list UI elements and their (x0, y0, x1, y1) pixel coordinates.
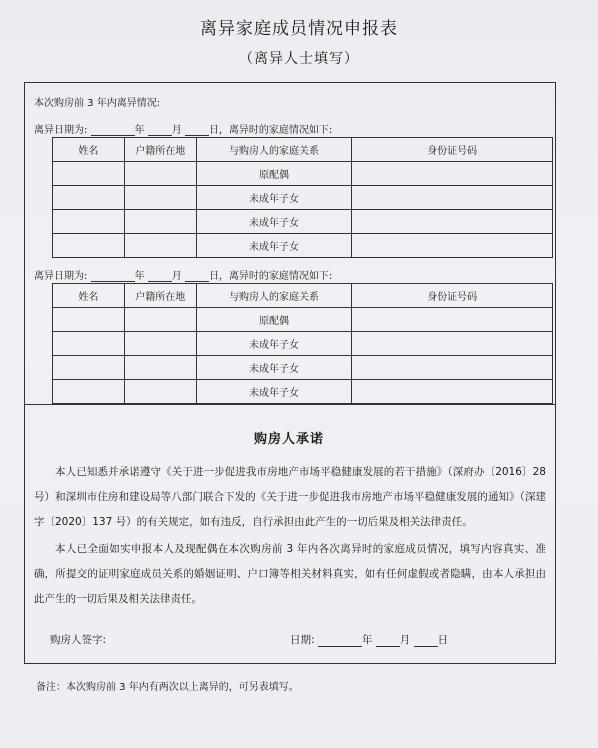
hukou-cell[interactable] (124, 308, 196, 332)
header-id: 身份证号码 (352, 284, 553, 308)
year-blank[interactable] (91, 271, 135, 282)
signature-year-label: 年 (361, 634, 373, 646)
table-row (53, 380, 553, 404)
signature-day-label: 日 (437, 634, 449, 646)
buyer-signature-label: 购房人签字: (50, 634, 107, 646)
id-cell[interactable] (352, 162, 553, 186)
table-row (53, 332, 553, 356)
year-label: 年 (134, 271, 145, 282)
signature-month-label: 月 (399, 634, 411, 646)
header-id: 身份证号码 (352, 138, 553, 162)
hukou-cell[interactable] (124, 210, 196, 234)
table-row (53, 210, 553, 234)
date-prefix: 离异日期为: (34, 125, 88, 136)
relation-cell: 原配偶 (196, 308, 352, 332)
header-relation: 与购房人的家庭关系 (196, 138, 352, 162)
relation-cell: 未成年子女 (196, 380, 352, 404)
footnote: 备注：本次购房前 3 年内有两次以上离异的，可另表填写。 (36, 682, 299, 693)
relation-cell: 未成年子女 (196, 186, 352, 210)
hukou-cell[interactable] (124, 380, 196, 404)
table-row (53, 162, 553, 186)
signature-date-label: 日期: (290, 634, 315, 646)
section-divider (24, 404, 555, 405)
month-label: 月 (171, 271, 182, 282)
id-cell[interactable] (352, 234, 553, 258)
header-name: 姓名 (53, 138, 125, 162)
day-blank[interactable] (185, 271, 209, 282)
relation-cell: 未成年子女 (196, 210, 352, 234)
name-cell[interactable] (53, 356, 125, 380)
name-cell[interactable] (53, 308, 125, 332)
id-cell[interactable] (352, 380, 553, 404)
hukou-cell[interactable] (124, 186, 196, 210)
hukou-cell[interactable] (124, 356, 196, 380)
month-label: 月 (171, 125, 182, 136)
commitment-paragraph-1: 本人已知悉并承诺遵守《关于进一步促进我市房地产市场平稳健康发展的若干措施》（深府办〔2016〕28 号）和深圳市住房和建设局等八部门联合下发的《关于进一步促进我市房地产市场平稳健康发展的通知》（深建字〔2020〕137 号）的有关规定，如有违反，自行承担由此产生的一切后果及相关法律责任。 (34, 466, 546, 528)
id-cell[interactable] (352, 356, 553, 380)
form-subtitle: （离异人士填写） (239, 51, 359, 67)
divorce-date-line-1 (34, 121, 332, 136)
year-label: 年 (134, 125, 145, 136)
name-cell[interactable] (53, 234, 125, 258)
table-header-row (53, 138, 553, 162)
table-row (53, 356, 553, 380)
id-cell[interactable] (352, 308, 553, 332)
family-table-2 (52, 283, 553, 404)
month-blank[interactable] (148, 125, 172, 136)
day-blank[interactable] (185, 125, 209, 136)
id-cell[interactable] (352, 332, 553, 356)
header-hukou: 户籍所在地 (124, 138, 196, 162)
signature-year-blank[interactable] (318, 636, 362, 647)
relation-cell: 未成年子女 (196, 332, 352, 356)
intro-text: 本次购房前 3 年内离异情况: (34, 98, 161, 109)
year-blank[interactable] (91, 125, 135, 136)
relation-cell: 未成年子女 (196, 234, 352, 258)
table-row (53, 186, 553, 210)
header-relation: 与购房人的家庭关系 (196, 284, 352, 308)
day-label: 日，离异时的家庭情况如下: (208, 125, 333, 136)
table-row (53, 234, 553, 258)
commitment-paragraph-2: 本人已全面如实申报本人及现配偶在本次购房前 3 年内各次离异时的家庭成员情况，填写内容真实、准确，所提交的证明家庭成员关系的婚姻证明、户口簿等相关材料真实，如有任何虚假或者隐瞒，由本人承担由此产生的一切后果及相关法律责任。 (34, 543, 546, 605)
form-title: 离异家庭成员情况申报表 (200, 19, 398, 39)
id-cell[interactable] (352, 210, 553, 234)
relation-cell: 原配偶 (196, 162, 352, 186)
date-prefix: 离异日期为: (34, 271, 88, 282)
family-table-1 (52, 137, 553, 258)
commitment-heading: 购房人承诺 (253, 432, 324, 447)
name-cell[interactable] (53, 380, 125, 404)
signature-month-blank[interactable] (376, 636, 400, 647)
header-hukou: 户籍所在地 (124, 284, 196, 308)
day-label: 日，离异时的家庭情况如下: (208, 271, 333, 282)
hukou-cell[interactable] (124, 332, 196, 356)
hukou-cell[interactable] (124, 234, 196, 258)
hukou-cell[interactable] (124, 162, 196, 186)
signature-date-line (290, 632, 448, 647)
name-cell[interactable] (53, 162, 125, 186)
divorce-date-line-2 (34, 267, 332, 282)
relation-cell: 未成年子女 (196, 356, 352, 380)
name-cell[interactable] (53, 210, 125, 234)
signature-day-blank[interactable] (414, 636, 438, 647)
table-header-row (53, 284, 553, 308)
name-cell[interactable] (53, 186, 125, 210)
table-row (53, 308, 553, 332)
month-blank[interactable] (148, 271, 172, 282)
header-name: 姓名 (53, 284, 125, 308)
id-cell[interactable] (352, 186, 553, 210)
name-cell[interactable] (53, 332, 125, 356)
